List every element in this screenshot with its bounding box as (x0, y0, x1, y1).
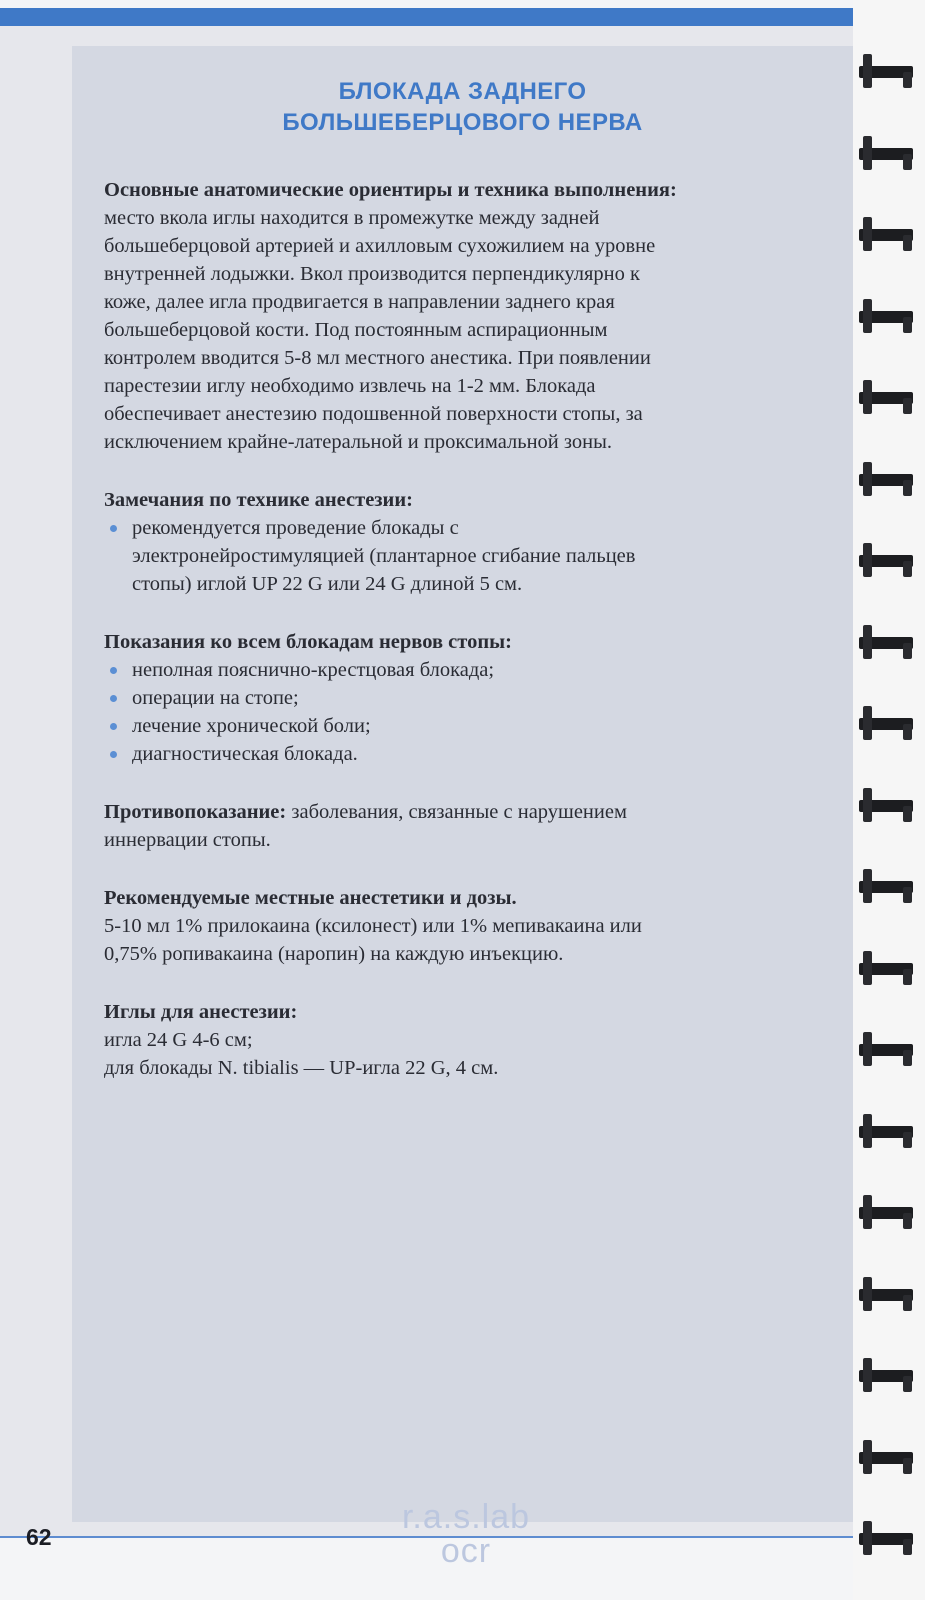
text-line: игла 24 G 4-6 см; (104, 1029, 253, 1051)
list-item: лечение хронической боли; (104, 712, 824, 740)
text-line: для блокады N. tibialis — UP-игла 22 G, 4 см. (104, 1057, 499, 1079)
binding-ring-icon (859, 704, 917, 742)
text-line: место вкола иглы находится в промежутке между задней (104, 207, 600, 229)
text-line: внутренней лодыжки. Вкол производится перпендикулярно к (104, 263, 640, 285)
section-heading: Рекомендуемые местные анестетики и дозы. (104, 887, 517, 909)
binding-ring-icon (859, 541, 917, 579)
section-remarks (104, 486, 824, 598)
binding-ring-icon (859, 949, 917, 987)
page-title-line-1: БЛОКАДА ЗАДНЕГО (338, 78, 587, 105)
text-line: обеспечивает анестезию подошвенной поверхности стопы, за (104, 403, 643, 425)
binding-ring-icon (859, 460, 917, 498)
binding-ring-icon (859, 1519, 917, 1557)
text-line: исключением крайне-латеральной и проксимальной зоны. (104, 431, 612, 453)
text-line: 0,75% ропивакаина (наропин) на каждую инъекцию. (104, 943, 564, 965)
text-line: иннервации стопы. (104, 829, 271, 851)
page-title-line-2: БОЛЬШЕБЕРЦОВОГО НЕРВА (282, 109, 643, 136)
contraindication-line (104, 798, 824, 826)
indications-list (104, 656, 824, 768)
binding-ring-icon (859, 1193, 917, 1231)
section-needles (104, 998, 824, 1082)
section-heading: Основные анатомические ориентиры и техника выполнения: (104, 179, 677, 201)
text-line: коже, далее игла продвигается в направлении заднего края (104, 291, 615, 313)
text-line: большеберцовой артерией и ахилловым сухожилием на уровне (104, 235, 656, 257)
section-heading: Иглы для анестезии: (104, 1001, 298, 1023)
binding-ring-icon (859, 786, 917, 824)
binding-ring-icon (859, 1030, 917, 1068)
watermark (366, 1500, 566, 1568)
binding-ring-icon (859, 623, 917, 661)
binding-ring-icon (859, 215, 917, 253)
section-landmarks (104, 176, 824, 456)
section-heading: Замечания по технике анестезии: (104, 489, 413, 511)
spiral-binding (853, 0, 925, 1600)
text-line: 5-10 мл 1% прилокаина (ксилонест) или 1% мепивакаина или (104, 915, 642, 937)
page-title (72, 76, 853, 138)
watermark-line-2: ocr (440, 1532, 492, 1570)
section-indications (104, 628, 824, 768)
binding-ring-icon (859, 867, 917, 905)
text-line: парестезии иглу необходимо извлечь на 1-2 мм. Блокада (104, 375, 596, 397)
page-content (104, 176, 824, 1112)
binding-ring-icon (859, 1275, 917, 1313)
binding-ring-icon (859, 297, 917, 335)
text-line: контролем вводится 5-8 мл местного анестика. При появлении (104, 347, 651, 369)
watermark-line-1: r.a.s.lab (401, 1498, 531, 1536)
bullet-text-line: рекомендуется проведение блокады с (132, 517, 459, 539)
bullet-text-line: стопы) иглой UP 22 G или 24 G длиной 5 см. (132, 573, 523, 595)
binding-ring-icon (859, 52, 917, 90)
binding-ring-icon (859, 134, 917, 172)
binding-ring-icon (859, 1112, 917, 1150)
page-number: 62 (26, 1524, 52, 1550)
contraindication-text: заболевания, связанные с нарушением (286, 801, 627, 823)
section-contraindication (104, 798, 824, 854)
contraindication-label: Противопоказание: (104, 801, 287, 823)
remarks-list (104, 514, 824, 598)
binding-ring-icon (859, 378, 917, 416)
section-anesthetics (104, 884, 824, 968)
binding-ring-icon (859, 1438, 917, 1476)
list-item (104, 514, 824, 598)
binding-ring-icon (859, 1356, 917, 1394)
text-line: большеберцовой кости. Под постоянным аспирационным (104, 319, 608, 341)
section-heading: Показания ко всем блокадам нервов стопы: (104, 631, 512, 653)
bullet-text-line: электронейростимуляцией (плантарное сгибание пальцев (132, 545, 636, 567)
list-item: диагностическая блокада. (104, 740, 824, 768)
list-item: операции на стопе; (104, 684, 824, 712)
list-item: неполная пояснично-крестцовая блокада; (104, 656, 824, 684)
top-color-bar (0, 8, 853, 26)
